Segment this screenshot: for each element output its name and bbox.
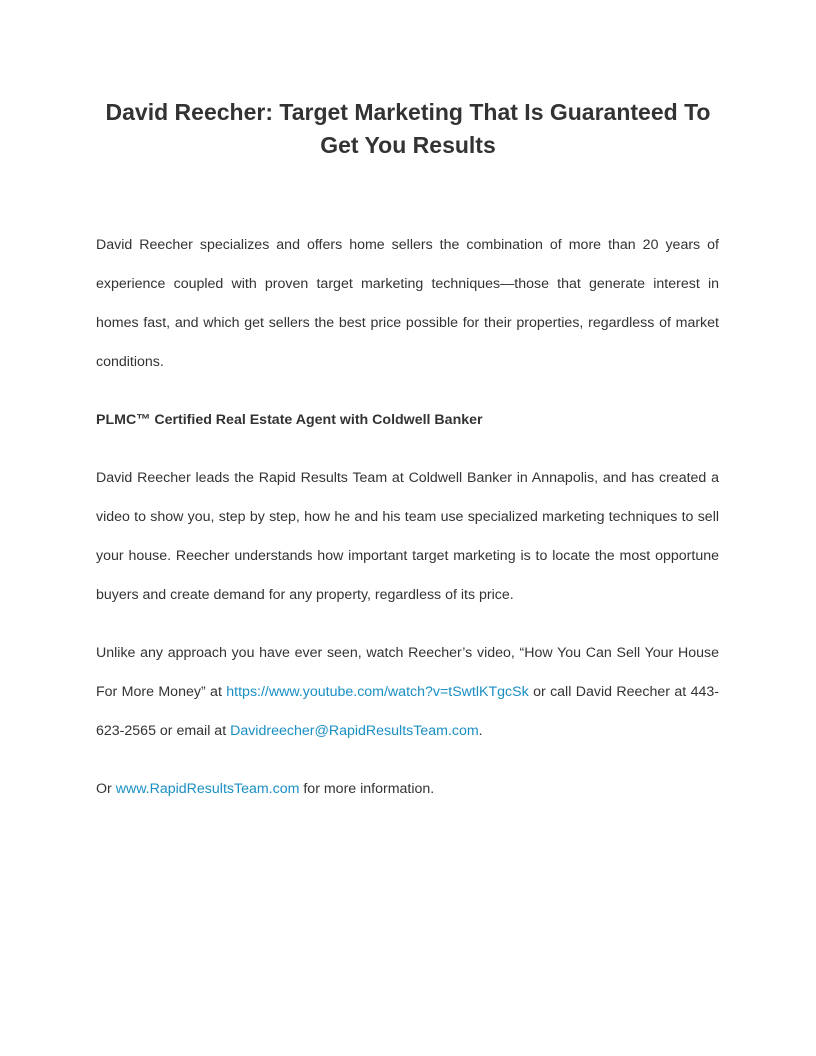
- youtube-link[interactable]: https://www.youtube.com/watch?v=tSwtlKTgcSk: [226, 684, 529, 700]
- contact-suffix-text: .: [478, 723, 483, 739]
- closing-paragraph: [96, 770, 719, 809]
- intro-paragraph: David Reecher specializes and offers home sellers the combination of more than 20 years of experience coupled with proven target marketing techniques—those that generate interest in homes fast, and which get sellers the best price possible for their properties, regardless of market conditions.: [96, 237, 719, 370]
- body-paragraph: David Reecher leads the Rapid Results Team at Coldwell Banker in Annapolis, and has created a video to show you, step by step, how he and his team use specialized marketing techniques to sell your house. Reecher understands how important target marketing is to locate the most opportune buyers and create demand for any property, regardless of its price.: [96, 470, 719, 603]
- email-link[interactable]: Davidreecher@RapidResultsTeam.com: [230, 723, 479, 739]
- document-body: [96, 226, 719, 828]
- contact-paragraph: [96, 634, 719, 751]
- closing-suffix-text: for more information.: [299, 781, 435, 797]
- contact-middle-text: or call David Reecher at 443-623-2565 or email at: [96, 684, 720, 739]
- contact-prefix-text: Unlike any approach you have ever seen, watch Reecher’s video, “How You Can Sell Your House For More Money” at: [96, 645, 719, 700]
- section-heading: PLMC™ Certified Real Estate Agent with Coldwell Banker: [96, 412, 483, 428]
- document-title: David Reecher: Target Marketing That Is Guaranteed To Get You Results: [105, 99, 711, 158]
- website-link[interactable]: www.RapidResultsTeam.com: [115, 781, 300, 797]
- closing-prefix-text: Or: [96, 781, 116, 797]
